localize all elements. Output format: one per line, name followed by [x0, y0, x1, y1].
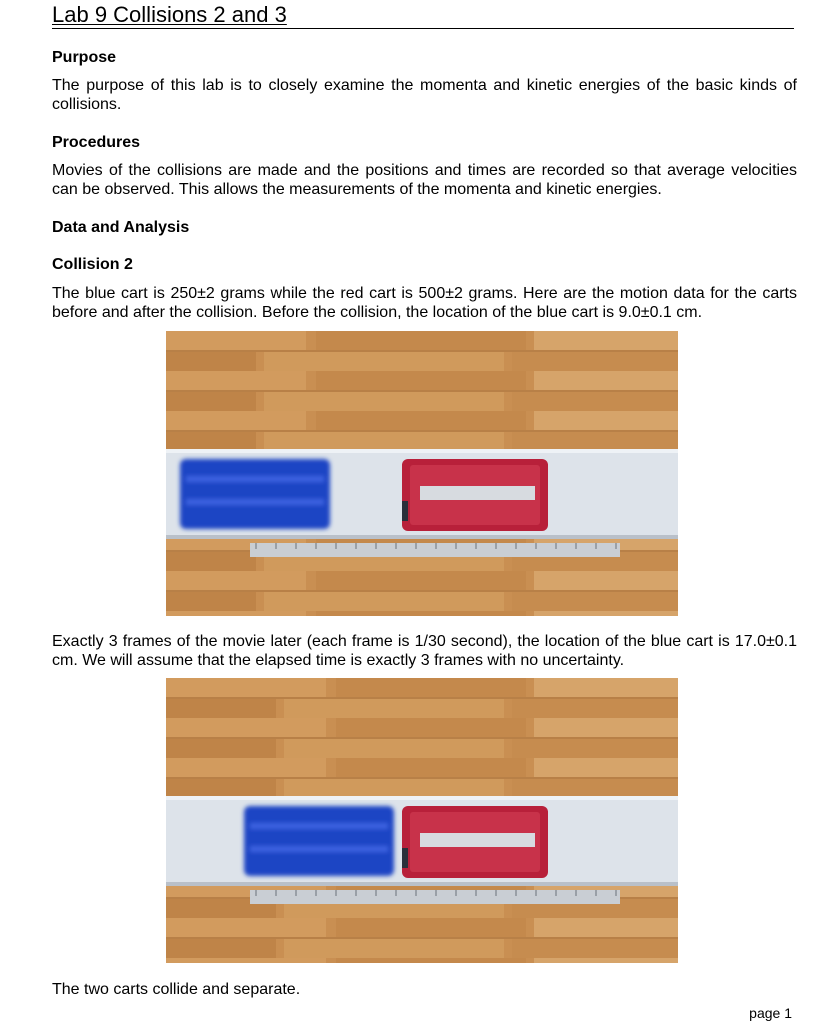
blue-cart [180, 459, 330, 529]
collision-photo-1 [166, 331, 678, 616]
red-cart [402, 806, 548, 878]
collision-2-text: The blue cart is 250±2 grams while the red cart is 500±2 grams. Here are the motion data for the carts before and after the collision. Before the collision, the location of the blue cart is 9.0±0.1 cm. [52, 285, 797, 321]
data-analysis-heading: Data and Analysis [52, 219, 190, 236]
frames-text: Exactly 3 frames of the movie later (each frame is 1/30 second), the location of the blue cart is 17.0±0.1 cm. We will assume that the elapsed time is exactly 3 frames with no uncertainty. [52, 633, 797, 669]
procedures-text: Movies of the collisions are made and the positions and times are recorded so that average velocities can be observed. This allows the measurements of the momenta and kinetic energies. [52, 162, 797, 198]
page-title: Lab 9 Collisions 2 and 3 [52, 2, 794, 29]
blue-cart [244, 806, 394, 876]
collision-2-heading: Collision 2 [52, 256, 133, 273]
red-cart [402, 459, 548, 531]
collision-photo-2 [166, 678, 678, 963]
final-text: The two carts collide and separate. [52, 981, 301, 998]
procedures-heading: Procedures [52, 134, 141, 151]
purpose-heading: Purpose [52, 49, 117, 66]
page-number: page 1 [749, 1005, 792, 1021]
ruler [250, 543, 620, 557]
purpose-text: The purpose of this lab is to closely examine the momenta and kinetic energies of the basic kinds of collisions. [52, 77, 797, 113]
ruler [250, 890, 620, 904]
